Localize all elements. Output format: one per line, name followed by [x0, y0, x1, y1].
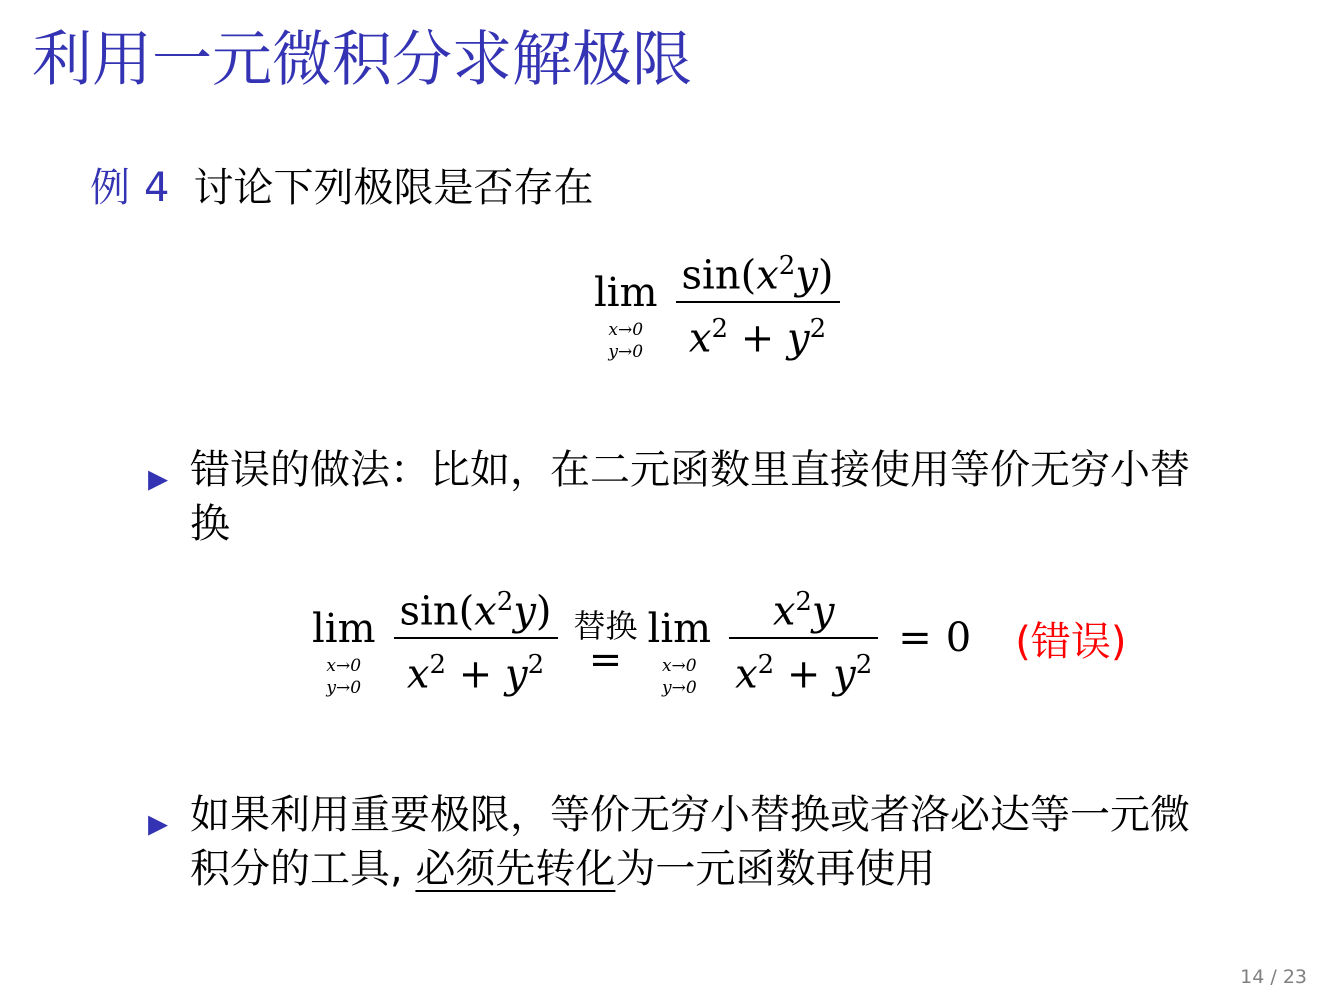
lim-sub-y: y→0 [326, 678, 362, 699]
bullet-marker: ▸ [148, 800, 169, 846]
underlined-phrase: 必须先转化 [415, 846, 616, 892]
fraction-numerator: $\sin(x^2y)$ [399, 587, 552, 635]
fraction-numerator: $\sin(x^2y)$ [681, 251, 834, 299]
page-number: 14 / 23 [1240, 966, 1307, 988]
substitution-equals [573, 607, 638, 684]
bullet-text-2-part1: 如果利用重要极限，等价无穷小替换或者洛必达等一元微积分的工具, [190, 792, 1190, 892]
fraction-denominator: $x^2 + y^2$ [735, 650, 873, 698]
lim-word: lim [312, 606, 376, 653]
fraction-numerator: $x^2y$ [772, 587, 835, 635]
fraction-denominator: $x^2 + y^2$ [406, 650, 545, 698]
wrong-verdict: (错误) [1015, 618, 1127, 665]
lim-sub-x: x→0 [326, 656, 362, 677]
lim-sub-y: y→0 [608, 342, 644, 363]
substitution-label: 替换 [573, 607, 638, 646]
limit-formula-2 [312, 587, 1127, 717]
bullet-text-2-part2: 为一元函数再使用 [615, 846, 936, 892]
fraction-denominator: $x^2 + y^2$ [688, 314, 827, 362]
lim-sub-x: x→0 [661, 656, 697, 677]
slide-title: 利用一元微积分求解极限 [32, 25, 692, 95]
example-number: 4 [144, 165, 170, 211]
bullet-text-2 [190, 788, 1200, 896]
limit-operator [594, 270, 658, 363]
limit-formula-1 [594, 251, 846, 381]
example-line [90, 165, 594, 211]
example-text: 讨论下列极限是否存在 [193, 165, 594, 211]
equals-sign: = [898, 615, 932, 662]
fraction [676, 240, 840, 365]
lim-word: lim [594, 270, 658, 317]
bullet-marker: ▸ [148, 455, 169, 501]
limit-operator [312, 606, 376, 699]
result-value: 0 [945, 615, 972, 662]
lim-word: lim [647, 606, 712, 653]
bullet-text-1: 错误的做法：比如，在二元函数里直接使用等价无穷小替换 [190, 447, 1190, 547]
fraction-left [394, 576, 558, 701]
example-label: 例 [90, 165, 130, 211]
limit-operator-right [647, 606, 712, 699]
lim-sub-y: y→0 [661, 678, 697, 699]
lim-sub-x: x→0 [608, 320, 644, 341]
equals-sign: = [588, 637, 623, 684]
fraction-right [729, 576, 878, 701]
